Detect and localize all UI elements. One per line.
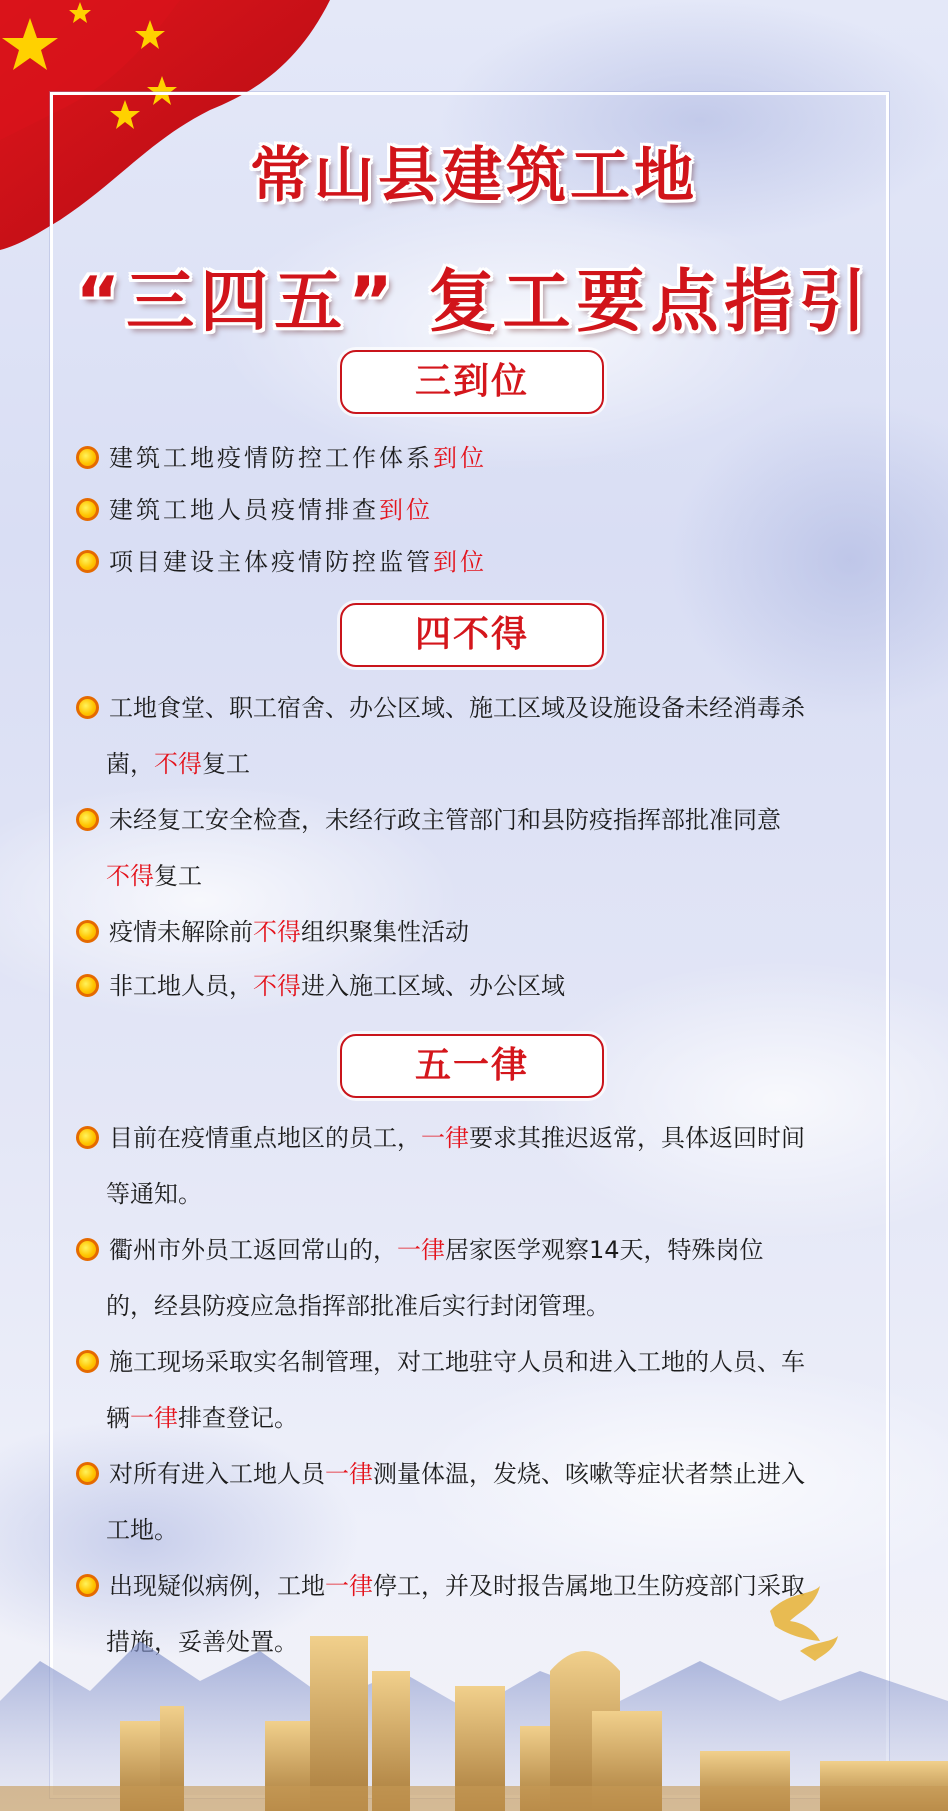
bullet-icon [76, 1350, 99, 1373]
list-item: 工地食堂、职工宿舍、办公区域、施工区域及设施设备未经消毒杀 菌，不得复工 [76, 680, 886, 792]
bullet-icon [76, 808, 99, 831]
list-item: 建筑工地疫情防控工作体系到位 [76, 430, 886, 486]
bullet-icon [76, 1126, 99, 1149]
list-item: 对所有进入工地人员一律测量体温，发烧、咳嗽等症状者禁止进入 工地。 [76, 1446, 886, 1558]
bullet-icon [76, 920, 99, 943]
bullet-icon [76, 696, 99, 719]
section-heading-wu-yi-lv: 五一律 [340, 1034, 604, 1098]
list-item: 施工现场采取实名制管理，对工地驻守人员和进入工地的人员、车 辆一律排查登记。 [76, 1334, 886, 1446]
section-heading-si-bu-de: 四不得 [340, 603, 604, 667]
list-item: 出现疑似病例，工地一律停工，并及时报告属地卫生防疫部门采取 措施，妥善处置。 [76, 1558, 886, 1670]
bullet-icon [76, 974, 99, 997]
bullet-icon [76, 446, 99, 469]
bullet-icon [76, 1462, 99, 1485]
page-subtitle: “三四五” 复工要点指引 [75, 263, 873, 342]
list-item: 建筑工地人员疫情排查到位 [76, 482, 886, 538]
bullet-icon [76, 498, 99, 521]
list-item: 非工地人员，不得进入施工区域、办公区域 [76, 958, 886, 1014]
bullet-icon [76, 550, 99, 573]
dove-icon [770, 1586, 838, 1661]
page-title: 常山县建筑工地 [250, 141, 698, 211]
list-item: 目前在疫情重点地区的员工，一律要求其推迟返常，具体返回时间 等通知。 [76, 1110, 886, 1222]
city-skyline-graphic [0, 1551, 948, 1811]
list-item: 未经复工安全检查，未经行政主管部门和县防疫指挥部批准同意 不得复工 [76, 792, 886, 904]
list-item: 衢州市外员工返回常山的，一律居家医学观察14天，特殊岗位 的，经县防疫应急指挥部批准后实行封闭管理。 [76, 1222, 886, 1334]
section-heading-san-dao-wei: 三到位 [340, 350, 604, 414]
bullet-icon [76, 1238, 99, 1261]
list-item: 项目建设主体疫情防控监管到位 [76, 534, 886, 590]
list-item: 疫情未解除前不得组织聚集性活动 [76, 904, 886, 960]
